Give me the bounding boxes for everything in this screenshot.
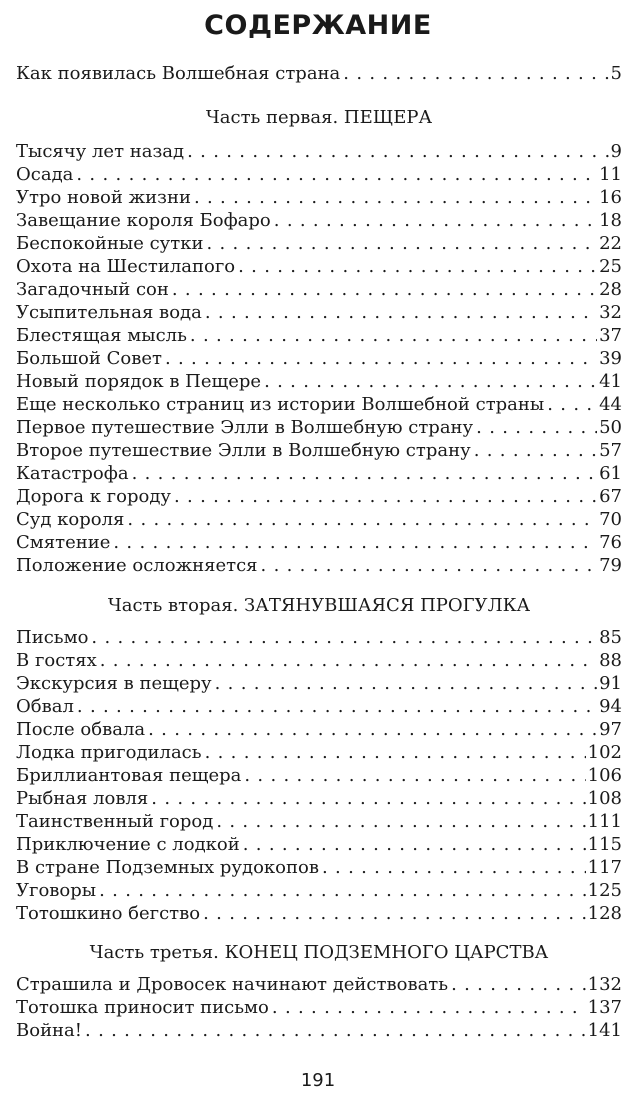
leader-dots [272,996,586,1019]
toc-entry [16,973,622,996]
entry-page: 128 [587,903,622,924]
entry-page: 61 [599,463,622,484]
entry-page: 25 [599,256,622,277]
entry-page: 39 [599,348,622,369]
leader-dots [174,485,597,508]
toc-entry [16,393,622,416]
entry-page: 79 [599,555,622,576]
entry-title: Страшила и Дровосек начинают действовать [16,974,449,995]
entry-list [16,973,622,1042]
entry-title: Как появилась Волшебная страна [16,63,341,84]
toc-entry [16,462,622,485]
entry-title: Бриллиантовая пещера [16,765,242,786]
toc-entry [16,209,622,232]
entry-page: 70 [599,509,622,530]
toc-entry [16,554,622,577]
toc-entry [16,370,622,393]
intro-section [16,62,622,85]
leader-dots [132,462,598,485]
entry-page: 44 [599,394,622,415]
toc-entry [16,232,622,255]
toc-entry [16,301,622,324]
entry-title: Лодка пригодилась [16,742,202,763]
entry-page: 85 [599,627,622,648]
entry-list [16,626,622,925]
entry-title: Положение осложняется [16,555,258,576]
entry-page: 41 [599,371,622,392]
leader-dots [85,1019,586,1042]
leader-dots [216,810,585,833]
entry-page: 57 [599,440,622,461]
entry-title: Катастрофа [16,463,129,484]
entry-title: Обвал [16,696,74,717]
entry-page: 115 [587,834,622,855]
leader-dots [244,764,585,787]
entry-page: 88 [599,650,622,671]
entry-page: 50 [599,417,622,438]
entry-page: 11 [599,164,622,185]
entry-page: 37 [599,325,622,346]
leader-dots [261,554,598,577]
leader-dots [194,186,597,209]
entry-title: Война! [16,1020,83,1041]
entry-title: Тотошкино бегство [16,903,201,924]
entry-title: Новый порядок в Пещере [16,371,262,392]
entry-title: Охота на Шестилапого [16,256,236,277]
leader-dots [474,439,597,462]
entry-title: Осада [16,164,74,185]
entry-title: Уговоры [16,880,97,901]
toc-entry [16,741,622,764]
entry-title: Еще несколько страниц из истории Волшебной страны [16,394,545,415]
toc-entry [16,695,622,718]
entry-page: 28 [599,279,622,300]
part-2-section [16,594,622,925]
entry-page: 106 [587,765,622,786]
leader-dots [215,672,597,695]
entry-title: Дорога к городу [16,486,171,507]
entry-title: Утро новой жизни [16,187,191,208]
entry-page: 32 [599,302,622,323]
toc-entry [16,347,622,370]
toc-entry [16,672,622,695]
toc-entry [16,833,622,856]
leader-dots [151,787,585,810]
leader-dots [205,301,597,324]
toc-entry [16,508,622,531]
entry-title: Загадочный сон [16,279,169,300]
toc-entry [16,787,622,810]
leader-dots [187,140,608,163]
toc-entry [16,140,622,163]
entry-title: После обвала [16,719,146,740]
leader-dots [165,347,597,370]
entry-title: Большой Совет [16,348,162,369]
leader-dots [99,879,586,902]
entry-title: Суд короля [16,509,125,530]
toc-entry [16,879,622,902]
toc-entry [16,902,622,925]
entry-page: 94 [599,696,622,717]
entry-title: Первое путешествие Элли в Волшебную страну [16,417,474,438]
entry-title: В стране Подземных рудокопов [16,857,319,878]
toc-entry [16,485,622,508]
entry-title: В гостях [16,650,97,671]
entry-page: 97 [599,719,622,740]
leader-dots [264,370,597,393]
leader-dots [322,856,586,879]
leader-dots [76,163,597,186]
entry-title: Письмо [16,627,89,648]
leader-dots [206,232,597,255]
leader-dots [172,278,597,301]
entry-title: Экскурсия в пещеру [16,673,212,694]
entry-list [16,140,622,577]
entry-page: 18 [599,210,622,231]
toc-entry [16,163,622,186]
part-3-section [16,941,622,1042]
toc-entry [16,439,622,462]
part-1-section [16,106,622,577]
leader-dots [476,416,597,439]
toc-entry [16,1019,622,1042]
toc-entry [16,186,622,209]
entry-page: 16 [599,187,622,208]
leader-dots [190,324,597,347]
entry-title: Блестящая мысль [16,325,187,346]
entry-page: 111 [587,811,622,832]
entry-page: 5 [610,63,622,84]
leader-dots [205,741,586,764]
toc-entry [16,62,622,85]
entry-title: Беспокойные сутки [16,233,204,254]
leader-dots [274,209,597,232]
part-heading: Часть третья. КОНЕЦ ПОДЗЕМНОГО ЦАРСТВА [89,942,549,963]
entry-page: 137 [587,997,622,1018]
leader-dots [113,531,597,554]
toc-entry [16,626,622,649]
toc-entry [16,416,622,439]
leader-dots [77,695,597,718]
entry-page: 102 [587,742,622,763]
toc-entry [16,764,622,787]
entry-title: Второе путешествие Элли в Волшебную страну [16,440,471,461]
leader-dots [451,973,586,996]
entry-page: 125 [587,880,622,901]
entry-page: 67 [599,486,622,507]
leader-dots [547,393,597,416]
entry-page: 91 [599,673,622,694]
entry-title: Завещание короля Бофаро [16,210,271,231]
part-heading: Часть вторая. ЗАТЯНУВШАЯСЯ ПРОГУЛКА [107,595,531,616]
entry-page: 108 [587,788,622,809]
toc-entry [16,718,622,741]
entry-title: Приключение с лодкой [16,834,240,855]
entry-title: Усыпительная вода [16,302,202,323]
entry-page: 76 [599,532,622,553]
leader-dots [203,902,586,925]
leader-dots [148,718,597,741]
toc-entry [16,996,622,1019]
entry-title: Смятение [16,532,111,553]
page-number: 191 [300,1070,336,1091]
part-heading: Часть первая. ПЕЩЕРА [205,107,433,128]
entry-title: Рыбная ловля [16,788,149,809]
entry-title: Таинственный город [16,811,214,832]
toc-entry [16,255,622,278]
leader-dots [343,62,608,85]
leader-dots [127,508,597,531]
page-title: СОДЕРЖАНИЕ [204,10,432,41]
toc-entry [16,810,622,833]
entry-page: 132 [587,974,622,995]
entry-page: 117 [587,857,622,878]
leader-dots [91,626,597,649]
leader-dots [100,649,597,672]
entry-page: 141 [587,1020,622,1041]
toc-entry [16,324,622,347]
leader-dots [238,255,597,278]
leader-dots [243,833,586,856]
toc-entry [16,649,622,672]
toc-entry [16,856,622,879]
entry-page: 22 [599,233,622,254]
entry-title: Тотошка приносит письмо [16,997,269,1018]
entry-title: Тысячу лет назад [16,141,185,162]
toc-entry [16,531,622,554]
toc-entry [16,278,622,301]
entry-page: 9 [610,141,622,162]
